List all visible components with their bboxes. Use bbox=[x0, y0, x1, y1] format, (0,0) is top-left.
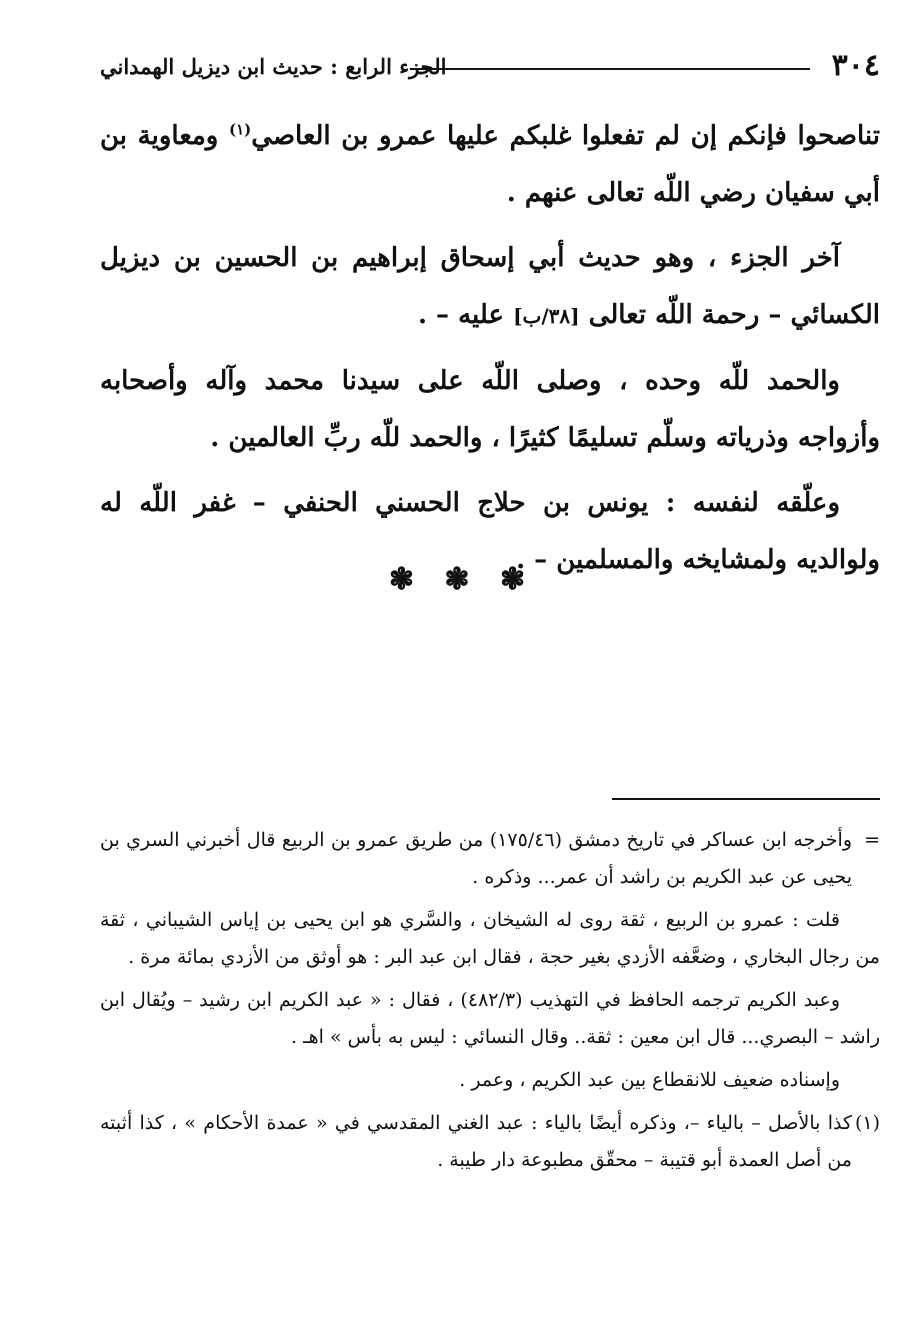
folio-marker: [٣٨/ب] bbox=[513, 304, 580, 328]
section-separator: ❃ ❃ ❃ bbox=[388, 562, 536, 597]
footnote-1-marker: (١) bbox=[854, 1112, 880, 1134]
paragraph-3: والحمد للّه وحده ، وصلى اللّه على سيدنا محمد وآله وأصحابه وأزواجه وذرياته وسلّم تسليمًا كثيرًا ، والحمد للّه ربِّ العالمين . bbox=[100, 366, 880, 453]
footnote-continuation-text: وأخرجه ابن عساكر في تاريخ دمشق (١٧٥/٤٦) من طريق عمرو بن الربيع قال أخبرني السري بن يحيى عن عبد الكريم بن راشد أن عمر... وذكره . bbox=[100, 829, 853, 888]
paragraph-4: وعلّقه لنفسه : يونس بن حلاج الحسني الحنفي – غفر اللّه له ولوالديه ولمشايخه والمسلمين – . bbox=[100, 488, 880, 575]
paragraph-1 bbox=[100, 108, 880, 222]
paragraph-2-text-a: آخر الجزء ، وهو حديث أبي إسحاق إبراهيم بن الحسين بن ديزيل الكسائي – رحمة اللّه تعالى bbox=[100, 243, 880, 330]
page-number: ٣٠٤ bbox=[831, 48, 880, 83]
paragraph-2-text-b: عليه – . bbox=[417, 300, 514, 330]
footnote-paragraph-4: وإسناده ضعيف للانقطاع بين عبد الكريم ، وعمر . bbox=[459, 1069, 840, 1091]
paragraph-2 bbox=[100, 230, 880, 345]
footnote-paragraph-3: وعبد الكريم ترجمه الحافظ في التهذيب (٤٨٢/٣) ، فقال : « عبد الكريم ابن رشيد – ويُقال ابن راشد – البصري... قال ابن معين : ثقة.. وقال النسائي : ليس به بأس » اهـ . bbox=[100, 989, 880, 1048]
footnote-ref-1[interactable]: (١) bbox=[229, 120, 252, 139]
footnote-paragraph-2: قلت : عمرو بن الربيع ، ثقة روى له الشيخان ، والسَّري هو ابن يحيى بن إياس الشيباني ، ثقة من رجال البخاري ، وضعَّفه الأزدي بغير حجة ، فقال ابن عبد البر : هو أوثق من الأزدي بمائة مرة . bbox=[100, 909, 880, 968]
footnote-1-text: كذا بالأصل – بالياء –، وذكره أيضًا بالياء : عبد الغني المقدسي في « عمدة الأحكام » ، كذا أثبته من أصل العمدة أبو قتيبة – محقّق مطبوعة دار طيبة . bbox=[100, 1112, 852, 1171]
main-text bbox=[100, 108, 880, 597]
page-header bbox=[100, 48, 880, 88]
footnote-1 bbox=[100, 1105, 880, 1179]
footnote-rule bbox=[612, 798, 880, 800]
continuation-marker: = bbox=[864, 829, 880, 851]
paragraph-1-text-b: ومعاوية بن أبي سفيان رضي اللّه تعالى عنهم . bbox=[100, 121, 880, 208]
footnotes bbox=[100, 822, 880, 1185]
paragraph-1-text-a: تناصحوا فإنكم إن لم تفعلوا غلبكم عليها عمرو بن العاصي bbox=[251, 121, 881, 151]
footnote-continuation bbox=[100, 822, 880, 896]
running-title: الجزء الرابع : حديث ابن ديزيل الهمداني bbox=[100, 54, 447, 79]
header-rule bbox=[410, 68, 810, 70]
